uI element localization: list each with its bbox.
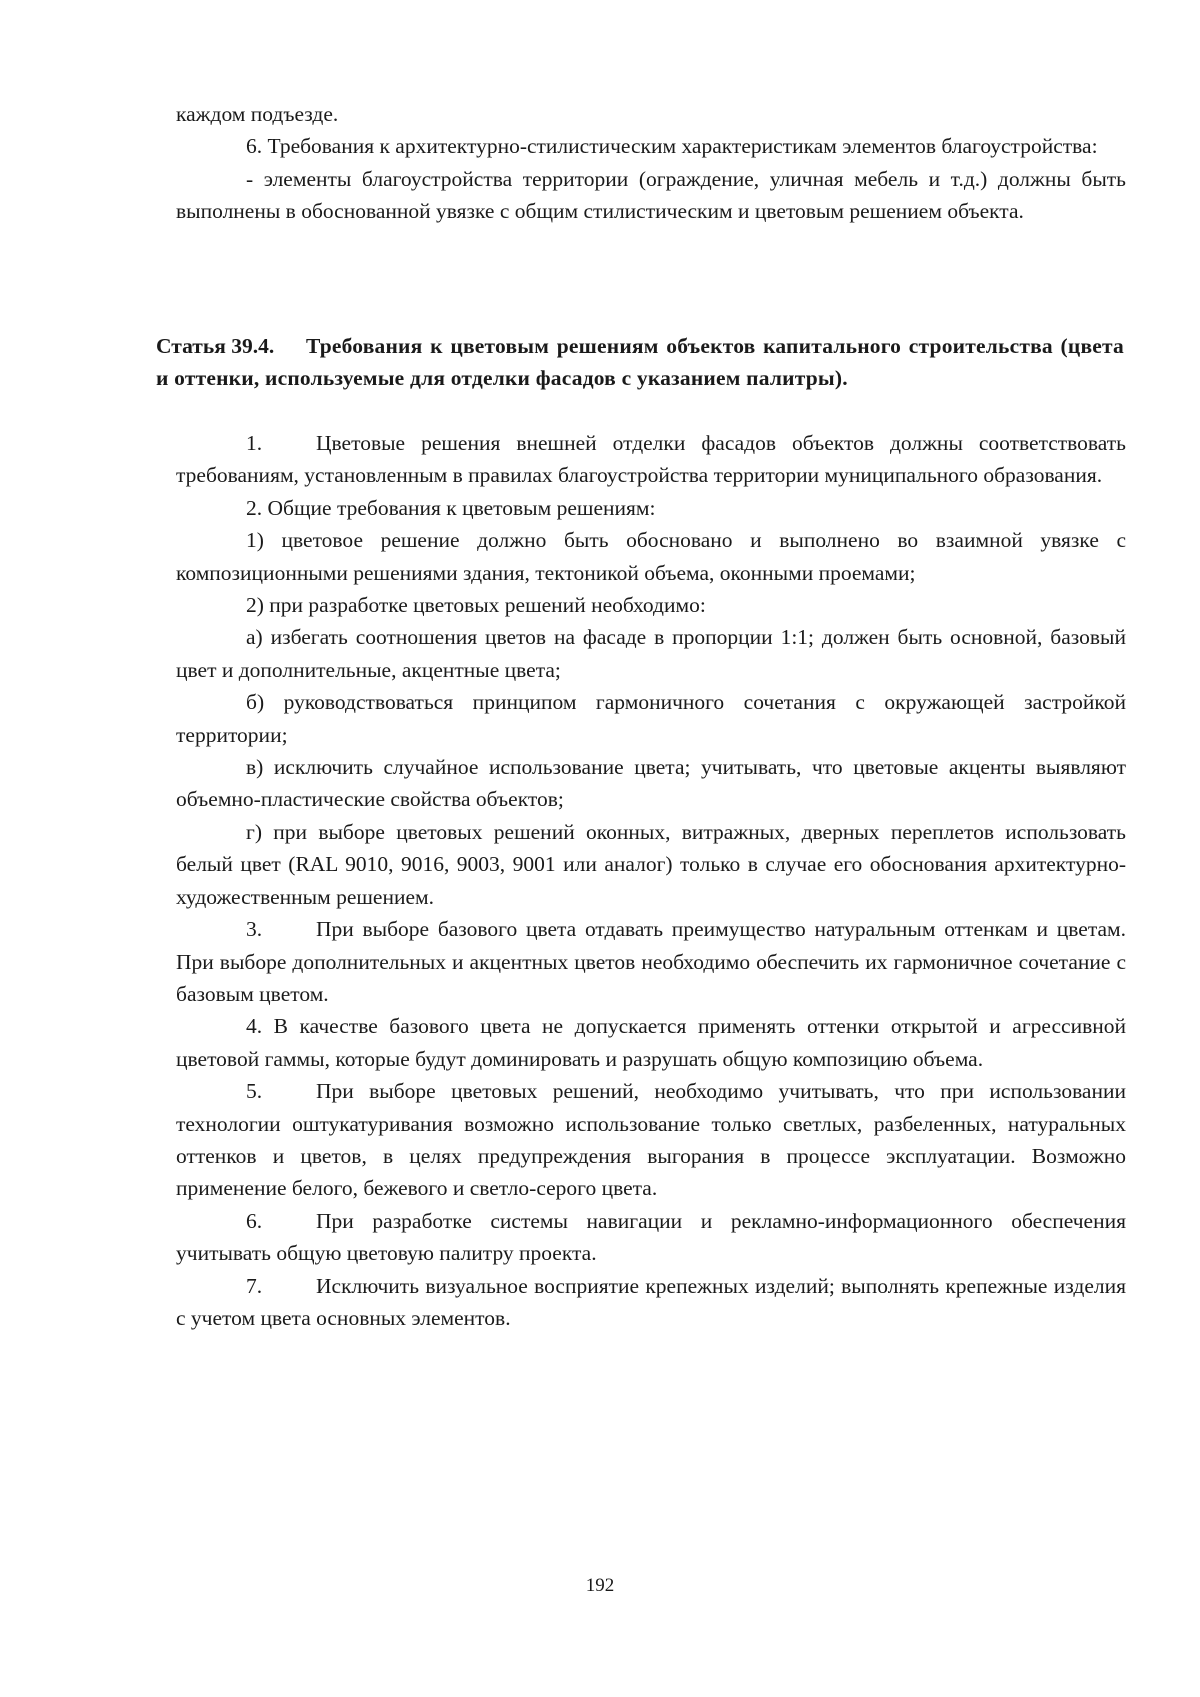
article-body bbox=[176, 427, 1126, 1334]
item-number: 3. bbox=[246, 917, 263, 942]
list-item bbox=[176, 427, 1126, 492]
article-heading bbox=[156, 330, 1124, 395]
article-title: Требования к цветовым решениям объектов капитального строительства (цвета и оттенки, используемые для отделки фасадов с указанием палитры). bbox=[156, 334, 1124, 391]
paragraph-continuation: каждом подъезде. bbox=[176, 102, 339, 126]
item-text: Цветовые решения внешней отделки фасадов объектов должны соответствовать требованиям, установленным в правилах благоустройства территории муниципального образования. bbox=[176, 431, 1126, 488]
item-number: 7. bbox=[246, 1273, 263, 1298]
list-item bbox=[176, 913, 1126, 1010]
list-item bbox=[176, 1205, 1126, 1270]
item-number: 1. bbox=[246, 431, 263, 455]
page-number: 192 bbox=[585, 1575, 615, 1596]
list-item bbox=[176, 1075, 1126, 1205]
list-item: 1) цветовое решение должно быть обосновано и выполнено во взаимной увязке с композиционными решениями здания, тектоникой объема, оконными проемами; bbox=[176, 528, 1126, 585]
list-item: б) руководствоваться принципом гармоничного сочетания с окружающей застройкой территории; bbox=[176, 690, 1126, 747]
list-item: 2) при разработке цветовых решений необходимо: bbox=[246, 593, 706, 618]
list-item bbox=[176, 1270, 1126, 1335]
list-item: 2. Общие требования к цветовым решениям: bbox=[246, 495, 656, 520]
item-text: При выборе цветовых решений, необходимо учитывать, что при использовании технологии оштукатуривания возможно использование только светлых, разбеленных, натуральных оттенков и цветов, в целях предупреждения выгорания в процессе эксплуатации. Возможно применение белого, бежевого и светло-серого цвета. bbox=[176, 1079, 1126, 1201]
article-label: Статья 39.4. bbox=[156, 334, 275, 358]
list-item: а) избегать соотношения цветов на фасаде в пропорции 1:1; должен быть основной, базовый цвет и дополнительные, акцентные цвета; bbox=[176, 625, 1126, 682]
list-item: г) при выборе цветовых решений оконных, витражных, дверных переплетов использовать белый цвет (RAL 9010, 9016, 9003, 9001 или аналог) только в случае его обоснования архитектурно-художественным решением. bbox=[176, 819, 1126, 909]
item-text: При разработке системы навигации и рекламно-информационного обеспечения учитывать общую цветовую палитру проекта. bbox=[176, 1208, 1126, 1266]
list-item: 4. В качестве базового цвета не допускается применять оттенки открытой и агрессивной цветовой гаммы, которые будут доминировать и разрушать общую композицию объема. bbox=[176, 1014, 1126, 1071]
item-text: При выборе базового цвета отдавать преимущество натуральным оттенкам и цветам. При выборе дополнительных и акцентных цветов необходимо обеспечить их гармоничное сочетание с базовым цветом. bbox=[176, 917, 1126, 1006]
list-item: в) исключить случайное использование цвета; учитывать, что цветовые акценты выявляют объемно-пластические свойства объектов; bbox=[176, 755, 1126, 812]
paragraph-landscape-elements: - элементы благоустройства территории (ограждение, уличная мебель и т.д.) должны быть выполнены в обоснованной увязке с общим стилистическим и цветовым решением объекта. bbox=[176, 166, 1126, 224]
item-number: 5. bbox=[246, 1079, 263, 1104]
item-number: 6. bbox=[246, 1208, 263, 1233]
top-text-block bbox=[176, 98, 1126, 228]
item-text: Исключить визуальное восприятие крепежных изделий; выполнять крепежные изделия с учетом цвета основных элементов. bbox=[176, 1273, 1126, 1330]
paragraph-item-6: 6. Требования к архитектурно-стилистическим характеристикам элементов благоустройства: bbox=[246, 134, 1098, 159]
